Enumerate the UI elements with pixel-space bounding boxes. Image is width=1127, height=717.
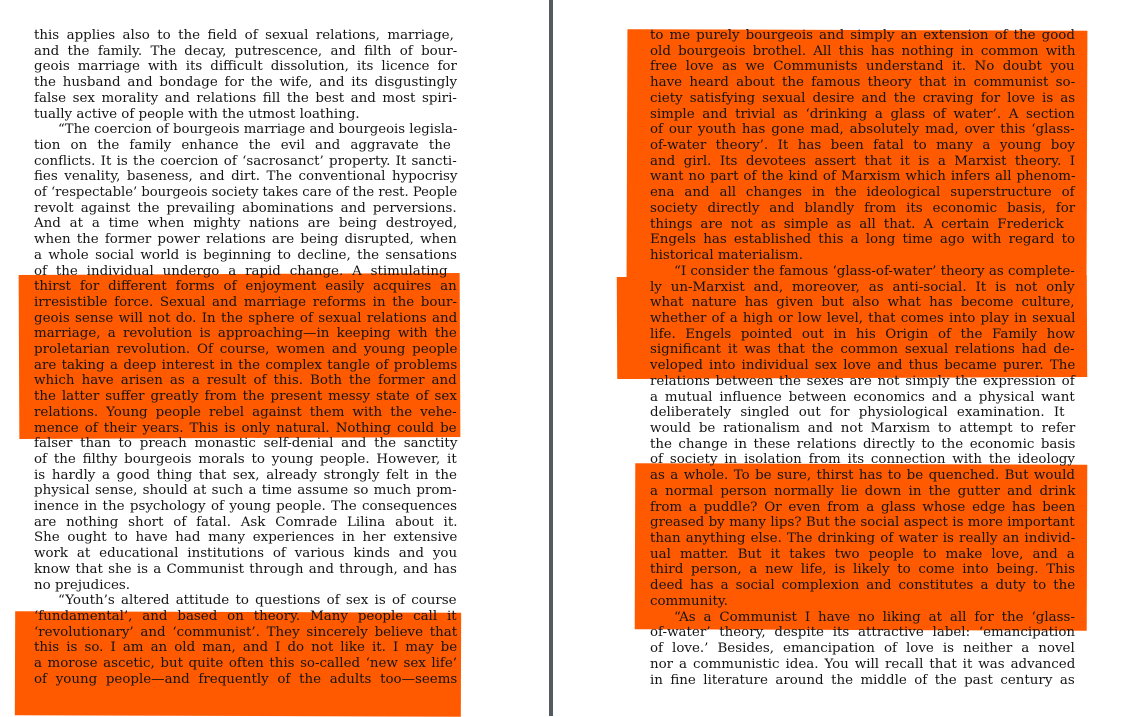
- text-line: to me purely bourgeois and simply an extension of the good: [650, 28, 1075, 43]
- text-line: “I consider the famous ‘glass-of-water’ theory as complete-: [674, 264, 1075, 279]
- text-line: from a puddle? Or even from a glass whose edge has been: [650, 500, 1076, 515]
- text-line: false sex morality and relations fill the best and most spiri-: [34, 91, 457, 106]
- text-line: deliberately singled out for physiological examination. It: [650, 405, 1065, 420]
- text-line: free love as we Communists understand it. No doubt you: [650, 59, 1075, 74]
- text-line: tion on the family enhance the evil and aggravate the: [34, 138, 451, 153]
- text-line: marriage, a revolution is approaching—in keeping with the: [34, 326, 457, 341]
- text-line: are nothing short of fatal. Ask Comrade Lilina about it.: [34, 515, 458, 530]
- text-line: would be rationalism and not Marxism to attempt to refer: [650, 421, 1076, 436]
- text-line: irresistible force. Sexual and marriage reforms in the bour-: [34, 295, 457, 310]
- text-line: the husband and bondage for the wife, and its disgustingly: [34, 75, 458, 90]
- text-line: is hardly a good thing that sex, already strongly felt in the: [34, 468, 457, 483]
- text-line: deed has a social complexion and constitutes a duty to the: [650, 578, 1076, 593]
- text-line: and girl. Its devotees assert that it is a Marxist theory. I: [650, 154, 1076, 169]
- text-line: want no part of the kind of Marxism which infers all phenom-: [650, 169, 1076, 184]
- text-line: this applies also to the field of sexual relations, marriage,: [34, 28, 454, 43]
- text-line: geois marriage with its difficult dissolution, its licence for: [34, 59, 457, 74]
- text-line: what nature has given but also what has become culture,: [650, 295, 1075, 310]
- left-page: [0, 0, 549, 716]
- text-line: geois sense will not do. In the sphere of sexual relations and: [34, 311, 458, 326]
- text-line: proletarian revolution. Of course, women and young people: [34, 342, 458, 357]
- text-line: “Youth’s altered attitude to questions of sex is of course: [58, 593, 457, 608]
- text-line: ‘revolutionary’ and ‘communist’. They sincerely believe that: [34, 625, 458, 640]
- text-line: historical materialism.: [650, 248, 803, 263]
- text-line: society directly and blandly from its economic basis, for: [650, 201, 1076, 216]
- text-line: of our youth has gone mad, absolutely mad, over this ‘glass-: [650, 122, 1075, 137]
- text-line: inence in the psychology of young people. The consequences: [34, 499, 458, 514]
- text-line: revolt against the prevailing abominations and perversions.: [34, 201, 457, 216]
- text-line: have heard about the famous theory that in communist so-: [650, 75, 1076, 90]
- right-page: [555, 0, 1127, 716]
- text-line: greased by many lips? But the social aspect is more important: [650, 515, 1075, 530]
- text-line: simple and trivial as ‘drinking a glass of water’. A section: [650, 107, 1075, 122]
- text-line: falser than to preach monastic self-denial and the sanctity: [34, 436, 458, 451]
- text-line: Engels has established this a long time ago with regard to: [650, 232, 1076, 247]
- text-line: old bourgeois brothel. All this has nothing in common with: [650, 44, 1076, 59]
- text-line: “The coercion of bourgeois marriage and bourgeois legisla-: [58, 122, 458, 137]
- text-line: conflicts. It is the coercion of ‘sacrosanct’ property. It sancti-: [34, 154, 457, 169]
- text-line: of young people—and frequently of the adults too—seems: [34, 672, 458, 687]
- text-line: a morose ascetic, but quite often this so-called ‘new sex life’: [34, 656, 458, 671]
- text-line: community.: [650, 594, 728, 609]
- text-line: and the family. The decay, putrescence, and filth of bour-: [34, 44, 458, 59]
- text-line: the change in these relations directly to the economic basis: [650, 437, 1076, 452]
- text-line: a whole social world is beginning to decline, the sensations: [34, 248, 457, 263]
- text-line: of the individual undergo a rapid change. A stimulating: [34, 264, 448, 279]
- text-line: work at educational institutions of various kinds and you: [34, 546, 458, 561]
- text-line: of-water theory’. It has been fatal to many a young boy: [650, 138, 1075, 153]
- text-line: the latter suffer greatly from the present messy state of sex: [34, 389, 457, 404]
- text-line: this is so. I am an old man, and I do not like it. I may be: [34, 640, 458, 655]
- text-line: “As a Communist I have no liking at all for the ‘glass-: [674, 610, 1075, 625]
- text-line: ly un-Marxist and, moreover, as anti-social. It is not only: [650, 280, 1075, 295]
- text-line: are taking a deep interest in the complex tangle of problems: [34, 358, 458, 373]
- text-line: when the former power relations are being disrupted, when: [34, 232, 457, 247]
- text-line: no prejudices.: [34, 578, 131, 593]
- text-line: a normal person normally lie down in the gutter and drink: [650, 484, 1076, 499]
- text-line: know that she is a Communist through and through, and has: [34, 562, 457, 577]
- text-line: veloped into individual sex love and thus became purer. The: [650, 358, 1076, 373]
- text-line: fies venality, baseness, and dirt. The conventional hypocrisy: [34, 169, 458, 184]
- text-line: ena and all changes in the ideological superstructure of: [650, 185, 1075, 200]
- text-line: relations. Young people rebel against them with the vehe-: [34, 405, 457, 420]
- text-line: ‘fundamental’, and based on theory. Many people call it: [34, 609, 457, 624]
- text-line: in fine literature around the middle of the past century as: [650, 673, 1075, 688]
- text-line: third person, a new life, is likely to come into being. This: [650, 562, 1075, 577]
- text-line: nor a communistic idea. You will recall that it was advanced: [650, 657, 1076, 672]
- text-line: as a whole. To be sure, thirst has to be quenched. But would: [650, 468, 1075, 483]
- page-divider: [549, 0, 553, 716]
- text-line: relations between the sexes are not simply the expression of: [650, 374, 1075, 389]
- text-line: physical sense, should at such a time assume so much prom-: [34, 483, 457, 498]
- text-line: things are not as simple as all that. A certain Frederick: [650, 217, 1064, 232]
- text-line: of society in isolation from its connection with the ideology: [650, 452, 1075, 467]
- text-line: tually active of people with the utmost loathing.: [34, 107, 360, 122]
- text-line: than anything else. The drinking of water is really an individ-: [650, 531, 1076, 546]
- text-line: She ought to have had many experiences in her extensive: [34, 530, 458, 545]
- text-line: of-water’ theory, despite its attractive label: ‘emancipation: [650, 625, 1076, 640]
- text-line: ciety satisfying sexual desire and the craving for love is as: [650, 91, 1076, 106]
- text-line: thirst for different forms of enjoyment easily acquires an: [34, 279, 457, 294]
- text-line: of love.’ Besides, emancipation of love is neither a novel: [650, 641, 1075, 656]
- text-line: mence of their years. This is only natural. Nothing could be: [34, 421, 457, 436]
- text-line: which have arisen as a result of this. Both the former and: [34, 373, 457, 388]
- text-line: life. Engels pointed out in his Origin of the Family how: [650, 327, 1075, 342]
- text-line: whether of a high or low level, that comes into play in sexual: [650, 311, 1076, 326]
- text-line: ual matter. But it takes two people to make love, and a: [650, 547, 1075, 562]
- text-line: of the filthy bourgeois morals to young people. However, it: [34, 452, 457, 467]
- text-line: And at a time when mighty nations are being destroyed,: [34, 216, 458, 231]
- text-line: significant it was that the common sexual relations had de-: [650, 342, 1075, 357]
- text-line: a mutual influence between economics and a physical want: [650, 390, 1075, 405]
- text-line: of ‘respectable’ bourgeois society takes care of the rest. People: [34, 185, 458, 200]
